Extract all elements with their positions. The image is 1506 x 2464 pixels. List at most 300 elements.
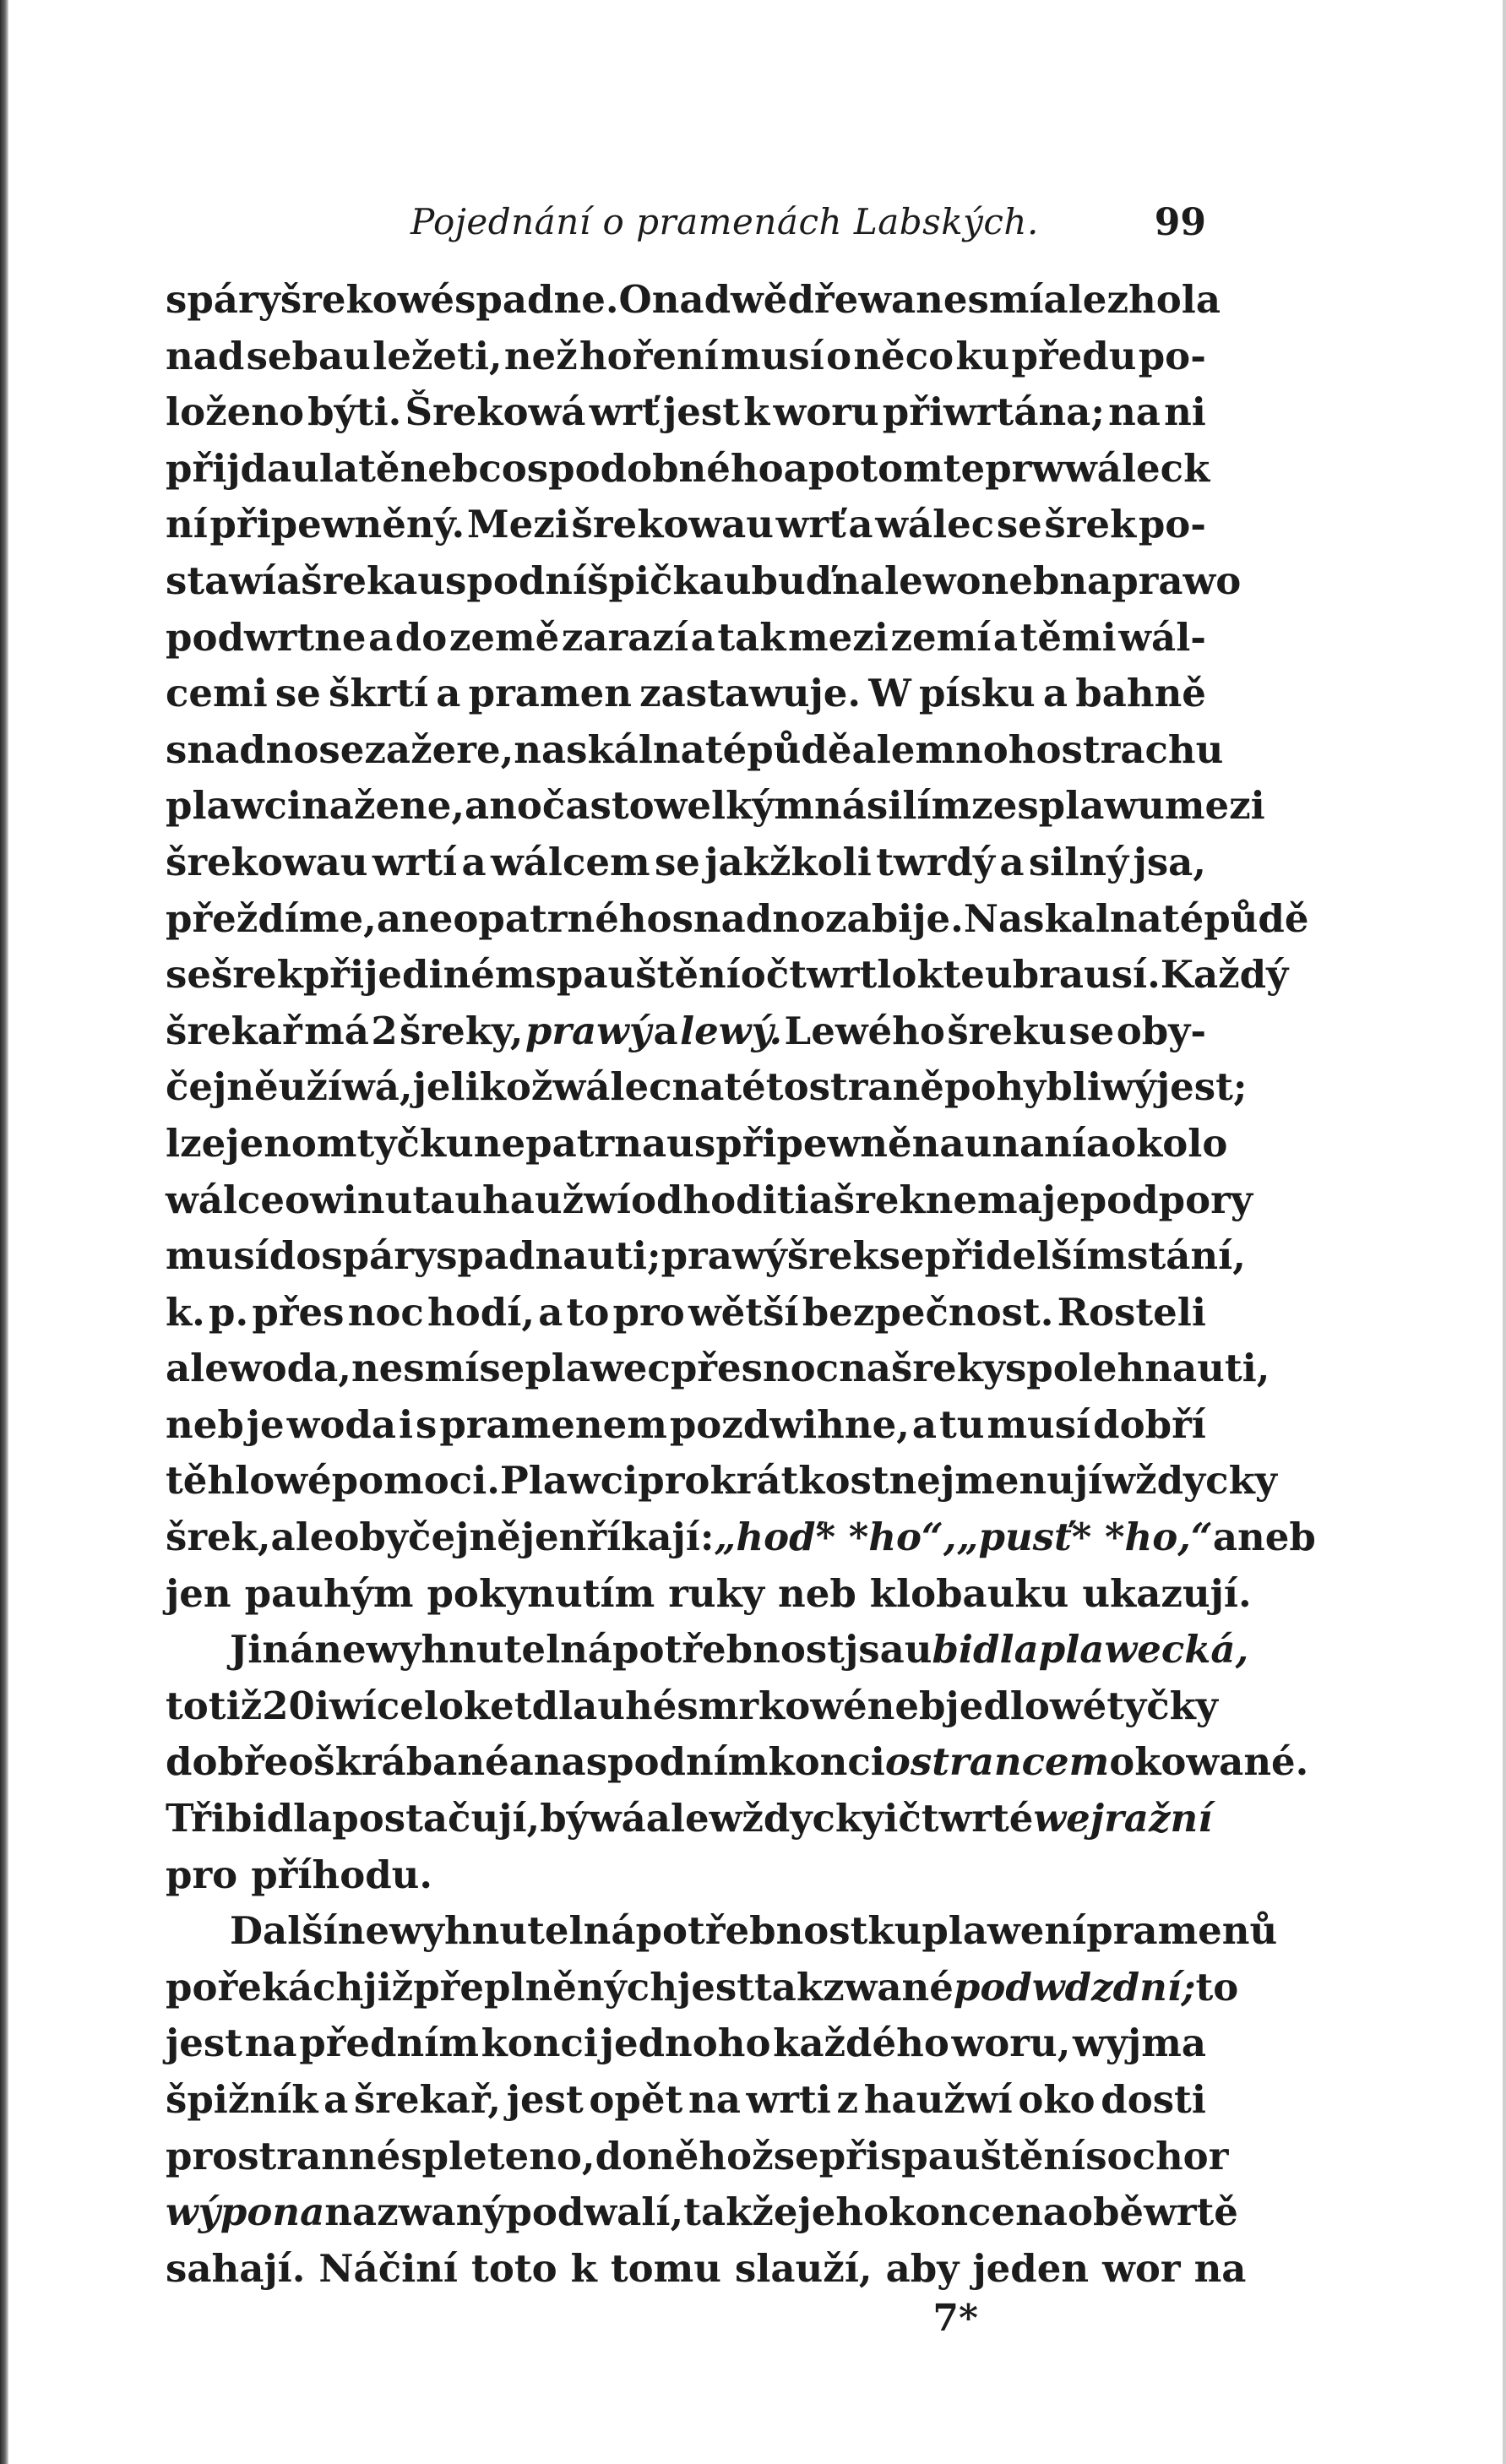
word: nazwaný <box>324 2189 506 2235</box>
word: sebau <box>246 333 371 378</box>
word: zemí <box>890 614 992 660</box>
word: jest <box>166 2021 243 2066</box>
word: wor <box>1102 2245 1181 2291</box>
word: skálnaté <box>566 726 748 772</box>
word: mnoho <box>915 726 1062 772</box>
word: Jiná <box>230 1627 315 1673</box>
word: a <box>783 445 808 491</box>
body-text <box>166 272 1316 2297</box>
word: půdě <box>747 726 852 772</box>
text-line <box>166 1004 1206 1060</box>
word: jest <box>506 2077 584 2122</box>
word: se <box>275 671 321 716</box>
word: spauštění <box>535 952 741 998</box>
word: bidla <box>226 1796 333 1841</box>
word: newyhnutelná <box>314 1627 613 1673</box>
word: přeplněných <box>413 1964 677 2010</box>
word: k <box>570 2245 597 2291</box>
word: a <box>508 1739 534 1785</box>
word: na <box>688 2077 741 2122</box>
word: jest; <box>1155 1064 1248 1110</box>
word: dobře <box>166 1739 289 1785</box>
word: oby- <box>1116 1008 1206 1053</box>
word: země <box>449 614 560 660</box>
word: dřewa <box>787 277 916 322</box>
word: bahně <box>1075 671 1206 716</box>
word: do <box>394 614 448 660</box>
word: pomoci. <box>331 1458 500 1504</box>
word: spleteno, <box>400 2133 595 2178</box>
word: aby <box>885 2245 960 2291</box>
word: šrekowau <box>571 502 774 547</box>
word: řekách <box>217 1964 364 2010</box>
word: ni <box>1164 389 1206 435</box>
word: písku <box>918 671 1036 716</box>
word: na <box>1015 2189 1068 2235</box>
word: wyjma <box>1073 2021 1206 2066</box>
word: Náčiní <box>318 2245 459 2291</box>
word: „hoď* *ho“, <box>714 1515 957 1560</box>
word: plawec <box>525 1346 671 1391</box>
word: se <box>1068 1008 1115 1053</box>
word: neb <box>867 1683 946 1728</box>
word: jsau <box>844 1627 932 1673</box>
word: tu <box>938 1401 985 1447</box>
word: wrti <box>746 2077 831 2122</box>
word: tak <box>717 614 786 660</box>
word: jeho <box>797 2189 889 2235</box>
book-page <box>166 201 1316 2356</box>
word: jen <box>520 1515 587 1560</box>
word: jen <box>166 1570 231 1616</box>
word: šreku <box>947 1008 1067 1053</box>
word: se <box>654 839 700 884</box>
word: a <box>808 1177 834 1222</box>
word: ano <box>465 783 542 829</box>
word: potom <box>807 445 943 491</box>
word: půdě <box>1204 895 1309 941</box>
word: Plawci <box>499 1458 639 1504</box>
word: konci <box>481 2021 598 2066</box>
word: této <box>724 1064 809 1110</box>
text-line <box>166 1397 1206 1454</box>
word: o <box>740 952 766 998</box>
word: podpory <box>1079 1177 1253 1222</box>
word: se <box>479 1346 525 1391</box>
word: ukazují. <box>1082 1570 1252 1616</box>
word: musí <box>166 1233 269 1279</box>
word: špižník <box>166 2077 318 2122</box>
word: Na <box>963 895 1024 941</box>
word: do <box>595 2133 648 2178</box>
word: snadno <box>166 726 319 772</box>
word: Další <box>230 1908 338 1954</box>
word: ale <box>1043 277 1107 322</box>
word: čejně <box>166 1064 279 1110</box>
word: pro <box>166 1852 238 1897</box>
word: Každý <box>1160 952 1289 998</box>
word: již <box>363 1964 414 2010</box>
text-line <box>166 1847 1206 1904</box>
word: toto <box>471 2245 557 2291</box>
word: neb <box>166 1401 244 1447</box>
word: wíce <box>329 1683 424 1728</box>
word: 20 <box>262 1683 315 1728</box>
word: neopatrného <box>401 895 672 941</box>
word: a <box>376 895 402 941</box>
word: loženo <box>166 389 305 435</box>
word: jakžkoli <box>704 839 872 884</box>
word: po- <box>1138 333 1206 378</box>
word: wždycky <box>709 1796 884 1841</box>
word: ku <box>955 333 1010 378</box>
word: woru <box>773 389 879 435</box>
word: na <box>839 1346 891 1391</box>
word: i <box>883 1796 899 1841</box>
word: oškrábané <box>288 1739 509 1785</box>
word: wálec <box>875 502 995 547</box>
word: lokte <box>877 952 985 998</box>
word: stawí <box>166 558 277 603</box>
word: obyčejně <box>334 1515 521 1560</box>
text-line <box>166 778 1265 835</box>
word: užíwá, <box>278 1064 413 1110</box>
word: jest <box>662 389 740 435</box>
text-line <box>166 1285 1206 1341</box>
word: spauštění <box>879 2133 1086 2178</box>
text-line <box>166 1622 1249 1678</box>
word: ní <box>166 502 208 547</box>
word: prawý <box>525 1008 652 1053</box>
word: wálcem <box>490 839 650 884</box>
word: mezi <box>787 614 889 660</box>
word: k <box>743 389 770 435</box>
word: šrekau <box>301 558 446 603</box>
word: podwrtne <box>166 614 367 660</box>
word: říkají: <box>586 1515 715 1560</box>
word: straně <box>808 1064 944 1110</box>
word: na <box>1193 2245 1247 2291</box>
word: na <box>244 2021 297 2066</box>
word: Tři <box>166 1796 226 1841</box>
word: na <box>671 1064 725 1110</box>
word: šrekař <box>166 1008 302 1053</box>
word: silný <box>1028 839 1129 884</box>
word: krátkost <box>710 1458 889 1504</box>
word: Rosteli <box>1057 1289 1206 1335</box>
word: a <box>653 1008 678 1053</box>
word: připewněný. <box>209 502 465 547</box>
word: postačují, <box>332 1796 541 1841</box>
word: pohybliwý <box>943 1064 1156 1110</box>
word: jelikož <box>412 1064 553 1110</box>
word: těhlowé <box>166 1458 332 1504</box>
text-line <box>166 2184 1238 2241</box>
word: se <box>166 952 211 998</box>
text-line <box>166 1228 1246 1285</box>
text-line <box>166 1791 1213 1847</box>
text-line <box>166 1341 1270 1397</box>
word: o <box>826 333 852 378</box>
word: tak <box>753 1964 824 2010</box>
word: dlauhé <box>531 1683 677 1728</box>
word: woda <box>286 1401 397 1447</box>
word: wálce <box>166 1177 285 1222</box>
word: a <box>1042 671 1068 716</box>
word: wál- <box>1118 614 1206 660</box>
text-line <box>166 891 1309 948</box>
word: pauhým <box>244 1570 414 1616</box>
word: šrek <box>1044 502 1137 547</box>
word: podwdzdní; <box>953 1964 1196 2010</box>
word: to <box>566 1289 610 1335</box>
running-title: Pojednání o pramenách Labských. <box>410 201 1039 242</box>
word: pramenem <box>439 1401 667 1447</box>
text-line <box>166 722 1224 779</box>
word: že <box>752 2189 798 2235</box>
word: musí <box>987 1401 1091 1447</box>
word: oko <box>1018 2077 1096 2122</box>
word: bezpečnost. <box>802 1289 1054 1335</box>
word: a <box>461 839 487 884</box>
word: prostranné <box>166 2133 401 2178</box>
word: hoření <box>579 333 719 378</box>
text-line <box>166 1509 1316 1566</box>
word: spadnauti; <box>436 1233 661 1279</box>
word: prawo <box>1112 558 1242 603</box>
word: ale <box>851 726 916 772</box>
word: latě <box>318 445 400 491</box>
word: ale <box>166 1346 229 1391</box>
word: něco <box>853 333 954 378</box>
word: konce <box>889 2189 1016 2235</box>
word: plawení <box>922 1908 1087 1954</box>
word: na <box>514 726 567 772</box>
word: ku <box>867 1908 922 1954</box>
word: ostrancem <box>884 1739 1110 1785</box>
word: Lewého <box>784 1008 945 1053</box>
text-line <box>166 1453 1277 1509</box>
word: do <box>269 1233 322 1279</box>
text-line <box>166 1116 1228 1172</box>
text-line <box>166 553 1242 610</box>
word: pro <box>612 1289 685 1335</box>
word: a <box>276 558 302 603</box>
word: spodním <box>585 1739 769 1785</box>
word: klobauku <box>869 1570 1069 1616</box>
word: ní <box>1044 1120 1086 1166</box>
word: cemi <box>166 671 268 716</box>
text-line <box>166 441 1210 498</box>
word: ubrausí. <box>984 952 1161 998</box>
word: přeždíme, <box>166 895 377 941</box>
word: woda, <box>228 1346 351 1391</box>
word: noc <box>762 1346 840 1391</box>
word: snadno <box>671 895 825 941</box>
word: p. <box>209 1289 249 1335</box>
text-line <box>166 1172 1253 1229</box>
text-line <box>166 272 1221 329</box>
word: mezi <box>1164 783 1265 829</box>
word: twrdý <box>876 839 995 884</box>
word: něhož <box>647 2133 774 2178</box>
word: na <box>992 1120 1045 1166</box>
word: okolo <box>1111 1120 1228 1166</box>
word: neb <box>777 1570 856 1616</box>
word: jenom <box>226 1120 357 1166</box>
page-number: 99 <box>1154 201 1206 244</box>
word: okowané. <box>1109 1739 1309 1785</box>
word: k. <box>166 1289 205 1335</box>
word: konci <box>768 1739 885 1785</box>
word: přijdau <box>166 445 319 491</box>
word: po <box>166 1964 218 2010</box>
word: delším <box>985 1233 1128 1279</box>
word: obě <box>1067 2189 1144 2235</box>
word: špičkau <box>587 558 752 603</box>
word: potřebnost <box>635 1908 868 1954</box>
word: býwá <box>540 1796 646 1841</box>
word: slauží, <box>734 2245 873 2291</box>
word: dobří <box>1093 1401 1206 1447</box>
word: skalnaté <box>1023 895 1204 941</box>
word: nepatrnau <box>473 1120 694 1166</box>
word: a <box>690 614 715 660</box>
word: totiž <box>166 1683 263 1728</box>
word: šrek, <box>166 1515 271 1560</box>
word: wálec <box>1064 445 1184 491</box>
word: haužwí <box>863 2077 1013 2122</box>
word: čtwrt <box>765 952 878 998</box>
word: na <box>1108 389 1161 435</box>
word: býti. <box>307 389 402 435</box>
text-line <box>166 2129 1229 2185</box>
word: „pusť* *ho,“ <box>956 1515 1213 1560</box>
word: šrek <box>833 1177 926 1222</box>
text-line <box>166 2015 1206 2072</box>
word: strachu <box>1061 726 1224 772</box>
word: dosti <box>1101 2077 1206 2122</box>
word: nad <box>166 333 245 378</box>
word: se <box>318 726 365 772</box>
word: lze <box>166 1120 226 1166</box>
word: jeden <box>972 2245 1090 2291</box>
word: W <box>868 671 911 716</box>
word: wždycky <box>1102 1458 1277 1504</box>
word: se <box>996 502 1042 547</box>
word: těmi <box>1019 614 1117 660</box>
word: wětší <box>688 1289 799 1335</box>
word: zastawuje. <box>639 671 862 716</box>
text-line <box>166 947 1289 1004</box>
word: teprw <box>943 445 1065 491</box>
word: ale <box>270 1515 334 1560</box>
word: při <box>818 2133 880 2178</box>
text-line <box>166 2072 1206 2129</box>
scan-right-edge <box>1503 0 1506 2464</box>
text-line <box>166 835 1206 891</box>
word: zažere, <box>364 726 514 772</box>
word: aneb <box>1212 1515 1316 1560</box>
word: a <box>999 839 1025 884</box>
word: a <box>368 614 394 660</box>
text-line <box>166 384 1206 441</box>
word: wejražní <box>1033 1796 1213 1841</box>
word: zabije. <box>824 895 964 941</box>
word: škrtí <box>329 671 429 716</box>
word: spodní <box>445 558 588 603</box>
word: často <box>541 783 655 829</box>
word: loket <box>423 1683 532 1728</box>
word: bidla <box>932 1627 1039 1673</box>
word: neb <box>400 445 479 491</box>
word: plawci <box>166 783 302 829</box>
word: ale <box>645 1796 710 1841</box>
word: cos <box>478 445 549 491</box>
word: nažene, <box>301 783 465 829</box>
word: pro <box>638 1458 710 1504</box>
word: welkým <box>654 783 815 829</box>
word: noc <box>347 1289 424 1335</box>
word: jedlowé <box>945 1683 1107 1728</box>
word: šrek <box>786 1233 879 1279</box>
word: Šrekowá <box>405 389 586 435</box>
word: wrť <box>589 389 660 435</box>
word: tyčku <box>356 1120 474 1166</box>
word: potřebnost <box>612 1627 845 1673</box>
word: wálec <box>552 1064 672 1110</box>
word: spáry <box>166 277 280 322</box>
word: stání, <box>1127 1233 1246 1279</box>
word: ze <box>971 783 1018 829</box>
word: Mezi <box>466 502 569 547</box>
text-line <box>166 1734 1309 1791</box>
word: přes <box>670 1346 763 1391</box>
word: musí <box>720 333 824 378</box>
word: sahají. <box>166 2245 306 2291</box>
word: než <box>503 333 578 378</box>
word: předním <box>299 2021 479 2066</box>
text-line <box>166 1960 1239 2016</box>
word: splawu <box>1017 783 1165 829</box>
word: je <box>246 1401 285 1447</box>
word: se <box>878 1233 925 1279</box>
word: zarazí <box>561 614 689 660</box>
word: při <box>924 1233 986 1279</box>
word: lewo <box>884 558 981 603</box>
word: z <box>836 2077 859 2122</box>
word: šrekowé <box>280 277 455 322</box>
word: wrtě <box>1144 2189 1238 2235</box>
word: spáry <box>321 1233 437 1279</box>
word: má <box>304 1008 369 1053</box>
text-line <box>166 1678 1218 1735</box>
text-line <box>166 610 1206 666</box>
word: prawý <box>661 1233 787 1279</box>
word: připewněnau <box>715 1120 992 1166</box>
word: tyčky <box>1106 1683 1218 1728</box>
text-line <box>166 2241 1247 2298</box>
word: zhola <box>1106 277 1221 322</box>
word: a <box>911 1401 938 1447</box>
word: nesmí <box>351 1346 480 1391</box>
word: nejmenují <box>889 1458 1103 1504</box>
word: přes <box>252 1289 345 1335</box>
word: jest <box>677 1964 754 2010</box>
word: čtwrté <box>898 1796 1034 1841</box>
word: owinutau <box>285 1177 482 1222</box>
word: wýpona <box>166 2189 325 2235</box>
